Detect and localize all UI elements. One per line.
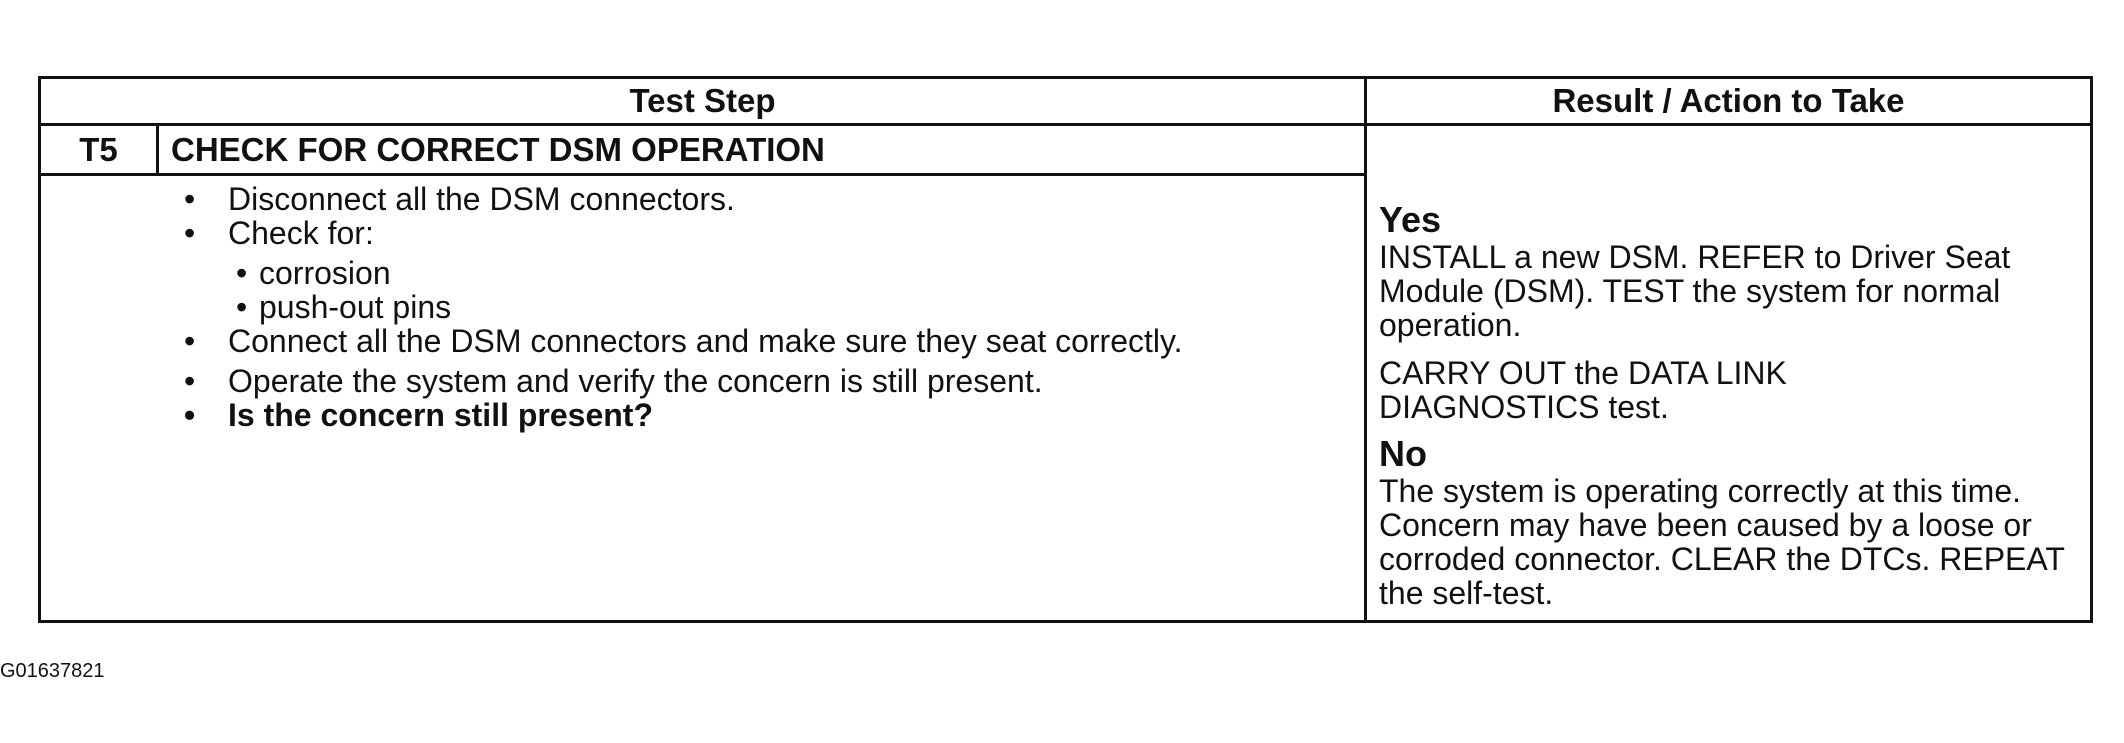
step-item — [176, 182, 1376, 216]
result-column — [1379, 182, 2089, 610]
sub-step-text: push-out pins — [259, 289, 452, 325]
diagnostic-table — [38, 76, 2093, 623]
step-text: Connect all the DSM connectors and make sure they seat correctly. — [228, 323, 1183, 359]
bullet-icon: • — [184, 363, 196, 399]
bullet-icon: • — [236, 289, 248, 325]
bullet-icon: • — [184, 215, 196, 251]
yes-heading: Yes — [1379, 199, 1442, 240]
bullet-icon: • — [184, 323, 196, 359]
bullet-icon: • — [184, 181, 196, 217]
header-result-action: Result / Action to Take — [1552, 82, 1905, 119]
step-item-question — [176, 398, 1376, 432]
no-heading: No — [1379, 433, 1427, 474]
figure-code: G01637821 — [0, 660, 105, 682]
step-id-divider — [156, 123, 159, 173]
step-item — [176, 216, 1376, 250]
sub-step-text: corrosion — [259, 255, 391, 291]
bullet-icon: • — [184, 397, 196, 433]
yes-action-text: INSTALL a new DSM. REFER to Driver Seat Module (DSM). TEST the system for normal operation. — [1379, 239, 2011, 343]
step-text: Operate the system and verify the concern is still present. — [228, 363, 1043, 399]
header-test-step: Test Step — [629, 82, 776, 119]
title-divider — [41, 173, 1366, 176]
sub-step-item — [176, 290, 1376, 324]
step-title: CHECK FOR CORRECT DSM OPERATION — [171, 131, 825, 168]
step-id: T5 — [79, 131, 118, 168]
step-question-text: Is the concern still present? — [228, 397, 653, 433]
step-list — [176, 182, 1376, 432]
no-action-text: The system is operating correctly at this time. Concern may have been caused by a loose or corroded connector. CLEAR the DTCs. REPEAT the self-test. — [1379, 473, 2065, 611]
step-item — [176, 324, 1238, 358]
bullet-icon: • — [236, 255, 248, 291]
sub-step-item — [176, 256, 1376, 290]
step-text: Disconnect all the DSM connectors. — [228, 181, 735, 217]
step-text: Check for: — [228, 215, 374, 251]
step-item — [176, 364, 1376, 398]
yes-followup-text: CARRY OUT the DATA LINK DIAGNOSTICS test. — [1379, 355, 1787, 425]
